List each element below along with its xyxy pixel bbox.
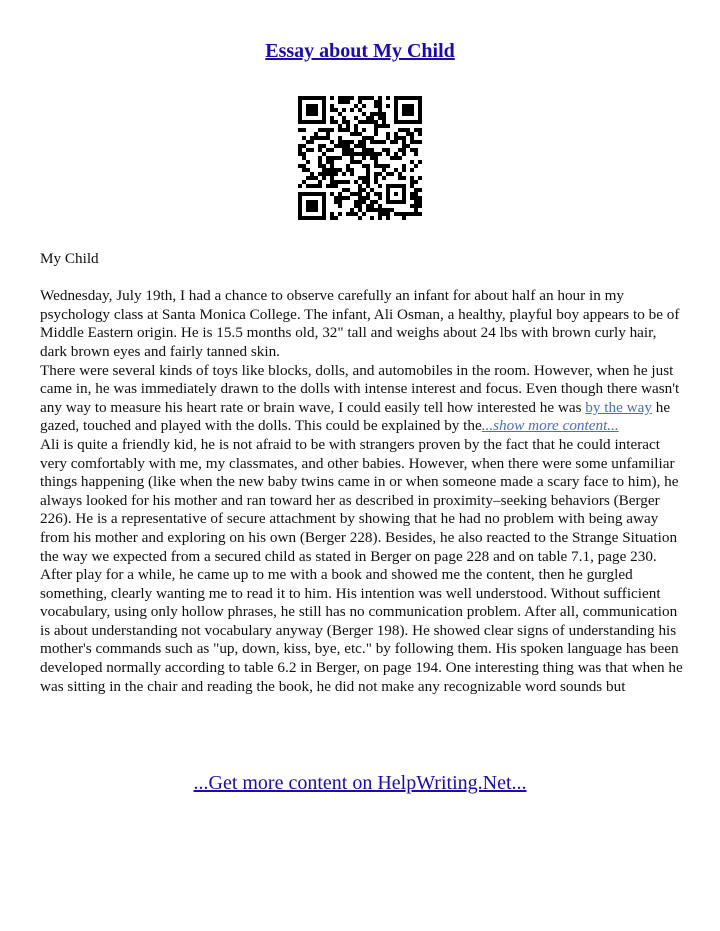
paragraph-3: Ali is quite a friendly kid, he is not afraid to be with strangers proven by the fact that he could interact very comfortably with me, my classmates, and other babies. However, when there were some unfamiliar things happening (like when the new baby twins came in or when someone made a scary face to him), he always looked for his mother and ran toward her as described in proximity–seeking behaviors (Berger 226). He is a representative of secure attachment by showing that he had no problem with being away from his mother and exploring on his own (Berger 228). Besides, he also reacted to the Strange Situation the way we expected from a secured child as stated in Berger on page 228 and on table 7.1, page 230. bbox=[40, 435, 679, 565]
get-more-content-link[interactable]: ...Get more content on HelpWriting.Net... bbox=[193, 772, 527, 794]
qr-code-icon bbox=[298, 96, 422, 220]
paragraph-1: Wednesday, July 19th, I had a chance to observe carefully an infant for about half an hour in my psychology class at Santa Monica College. The infant, Ali Osman, a healthy, playful boy appears to be of Middle Eastern origin. He is 15.5 months old, 32" tall and weighs about 24 lbs with brown curly hair, dark brown eyes and fairly tanned skin. bbox=[40, 287, 680, 360]
document-title[interactable]: Essay about My Child bbox=[265, 40, 455, 62]
show-more-content-link[interactable]: ...show more content... bbox=[481, 417, 619, 435]
paragraph-2 bbox=[40, 362, 684, 436]
essay-heading: My Child bbox=[40, 250, 99, 267]
by-the-way-link[interactable]: by the way bbox=[585, 398, 652, 416]
paragraph-2-text-b: he gazed, touched and played with the dolls. This could be explained by the bbox=[40, 398, 671, 435]
qr-code-graphic bbox=[298, 96, 422, 220]
paragraph-4: After play for a while, he came up to me with a book and showed me the content, then he gurgled something, clearly wanting me to read it to him. His intention was well understood. Without sufficient vocabulary, using only hollow phrases, he still has no communication problem. After all, communication is about understanding not vocabulary anyway (Berger 198). He showed clear signs of understanding his mother's commands such as "up, down, kiss, bye, etc." by following them. His spoken language has been developed normally according to table 6.2 in Berger, on page 194. One interesting thing was that when he was sitting in the chair and reading the book, he did not make any recognizable word sounds but bbox=[40, 566, 683, 695]
paragraph-2-text-a: There were several kinds of toys like blocks, dolls, and automobiles in the room. However, when he just came in, he was immediately drawn to the dolls with intense interest and focus. Even though there wasn't any way to measure his heart rate or brain wave, I could easily tell how interested he was bbox=[40, 361, 680, 416]
essay-body bbox=[40, 250, 684, 696]
